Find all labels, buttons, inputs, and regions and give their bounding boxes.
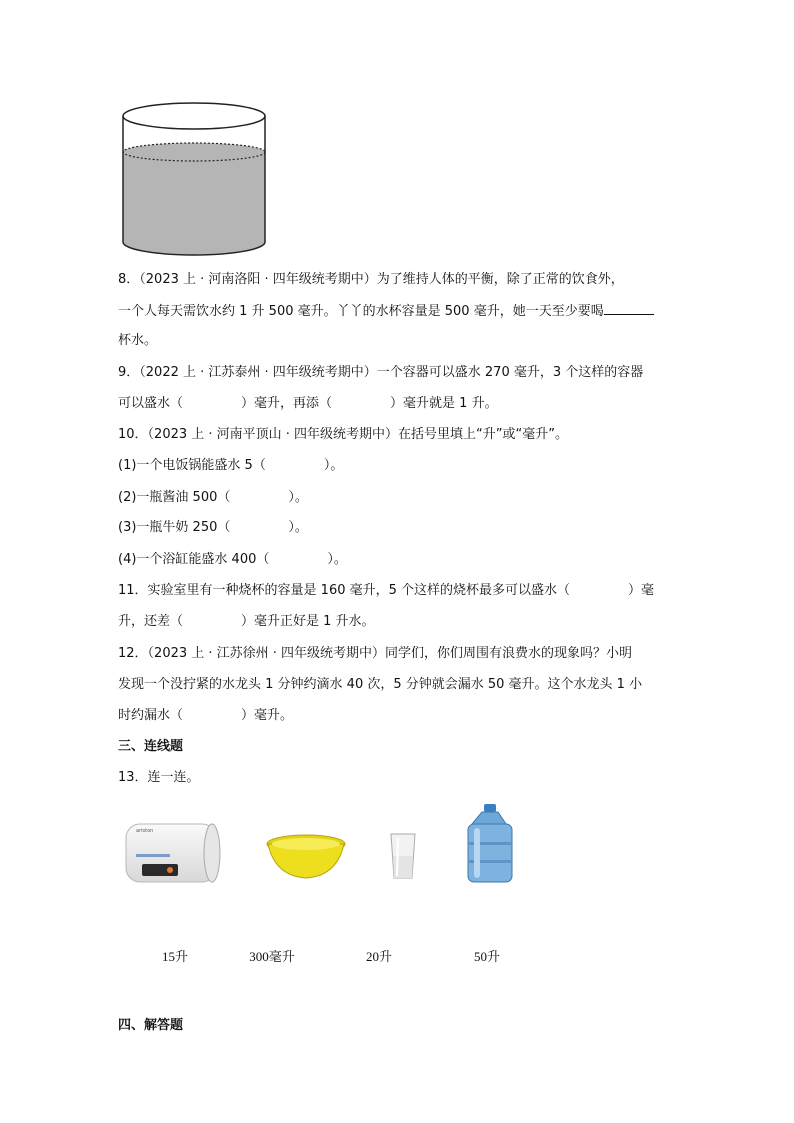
q9-line1: 9．（2022 上 · 江苏泰州 · 四年级统考期中）一个容器可以盛水 270 毫升，3 个这样的容器 — [118, 365, 644, 380]
caption-50-liters: 50升 — [473, 949, 500, 964]
q11-line2 — [118, 614, 375, 630]
q10-item-4 — [118, 552, 347, 568]
q12-line3 — [118, 708, 293, 724]
q8-line2 — [118, 302, 654, 320]
q8-line1: 8．（2023 上 · 河南洛阳 · 四年级统考期中）为了维持人体的平衡，除了正常的饮食外， — [118, 272, 624, 287]
caption-15-liters: 15升 — [161, 949, 188, 964]
yellow-basin-icon — [265, 832, 347, 882]
q12-text-b: ）毫升。 — [241, 708, 294, 723]
q10-item-1-end: ）。 — [323, 458, 344, 473]
q11-text-b: ）毫 — [628, 583, 655, 598]
q8-answer-blank[interactable] — [604, 302, 654, 315]
q10-item-3 — [118, 520, 308, 536]
q8-line2-text: 一个人每天需饮水约 1 升 500 毫升。丫丫的水杯容量是 500 毫升，她一天至少要喝 — [118, 304, 604, 319]
q11-text-d: ）毫升正好是 1 升水。 — [241, 614, 375, 629]
q8-line3: 杯水。 — [118, 333, 158, 348]
caption-300-ml: 300毫升 — [249, 949, 295, 964]
q11-text-a: 11．实验室里有一种烧杯的容量是 160 毫升，5 个这样的烧杯最多可以盛水（ — [118, 583, 571, 598]
q11-text-c: 升，还差（ — [118, 614, 184, 629]
q9-text-b: ）毫升，再添（ — [241, 396, 333, 411]
caption-20-liters: 20升 — [365, 949, 392, 964]
q10-line1: 10．（2023 上 · 河南平顶山 · 四年级统考期中）在括号里填上“升”或“毫升”。 — [118, 427, 568, 442]
q10-item-2-text: (2)一瓶酱油 500（ — [118, 490, 231, 505]
q9-text-c: ）毫升就是 1 升。 — [390, 396, 498, 411]
q12-line1: 12．（2023 上 · 江苏徐州 · 四年级统考期中）同学们，你们周围有浪费水的现象吗？小明 — [118, 646, 633, 661]
water-cup-illustration — [118, 98, 270, 260]
q10-item-3-end: ）。 — [288, 520, 308, 535]
drinking-glass-icon — [388, 832, 418, 882]
q9-text-a: 可以盛水（ — [118, 396, 184, 411]
section-heading-matching: 三、连线题 — [118, 739, 184, 754]
q12-text-a: 时约漏水（ — [118, 708, 184, 723]
water-heater-icon — [124, 818, 222, 888]
q11-line1 — [118, 583, 654, 599]
section-heading-answers: 四、解答题 — [118, 1018, 184, 1033]
q10-item-1-text: (1)一个电饭锅能盛水 5（ — [118, 458, 266, 473]
q10-item-3-text: (3)一瓶牛奶 250（ — [118, 520, 231, 535]
q10-item-4-text: (4)一个浴缸能盛水 400（ — [118, 552, 270, 567]
q9-line2 — [118, 396, 498, 412]
q10-item-1 — [118, 458, 343, 474]
q10-item-4-end: ）。 — [327, 552, 347, 567]
svg-text:ariston: ariston — [136, 828, 154, 834]
q13-title: 13．连一连。 — [118, 770, 200, 785]
q10-item-2 — [118, 490, 308, 506]
q12-line2: 发现一个没拧紧的水龙头 1 分钟约滴水 40 次，5 分钟就会漏水 50 毫升。这个水龙头 1 小 — [118, 677, 643, 692]
q10-item-2-end: ）。 — [288, 490, 308, 505]
water-jug-icon — [462, 802, 518, 886]
